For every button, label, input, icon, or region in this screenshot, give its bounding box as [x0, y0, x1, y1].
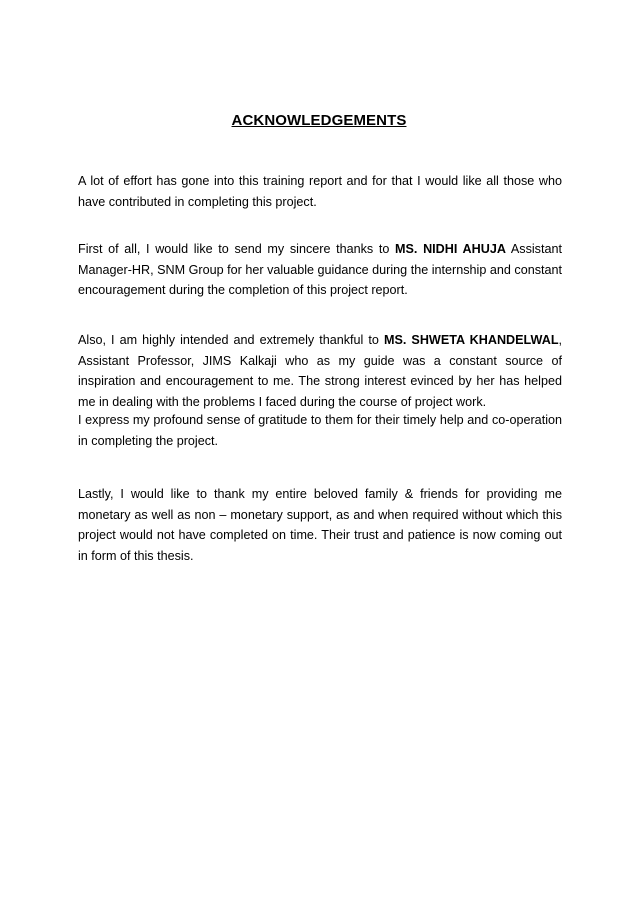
- paragraph-thanks-manager-after: Assistant Manager-HR, SNM Group for her valuable guidance during the internship and constant encouragement during the completion of this project report.: [78, 242, 562, 297]
- paragraph-family: Lastly, I would like to thank my entire beloved family & friends for providing me monetary as well as non – monetary support, as and when required without which this project would not have completed on time. Their trust and patience is now coming out in form of this thesis.: [78, 487, 562, 563]
- paragraph-thanks-guide-after: , Assistant Professor, JIMS Kalkaji who as my guide was a constant source of inspiration and encouragement to me. The strong interest evinced by her has helped me in dealing with the problems I faced during the course of project work.: [78, 333, 563, 409]
- paragraph-thanks-guide: [78, 330, 562, 412]
- paragraph-thanks-guide-before: Also, I am highly intended and extremely thankful to: [78, 333, 384, 347]
- paragraph-intro: A lot of effort has gone into this training report and for that I would like all those who have contributed in completing this project.: [78, 174, 562, 209]
- name-nidhi-ahuja: MS. NIDHI AHUJA: [395, 242, 506, 256]
- paragraph-gratitude: I express my profound sense of gratitude to them for their timely help and co-operation in completing the project.: [78, 413, 562, 448]
- name-shweta-khandelwal: MS. SHWETA KHANDELWAL: [383, 333, 559, 347]
- paragraph-thanks-manager-before: First of all, I would like to send my sincere thanks to: [78, 242, 396, 256]
- page-title: ACKNOWLEDGEMENTS: [231, 112, 407, 129]
- paragraph-thanks-manager: [78, 239, 562, 301]
